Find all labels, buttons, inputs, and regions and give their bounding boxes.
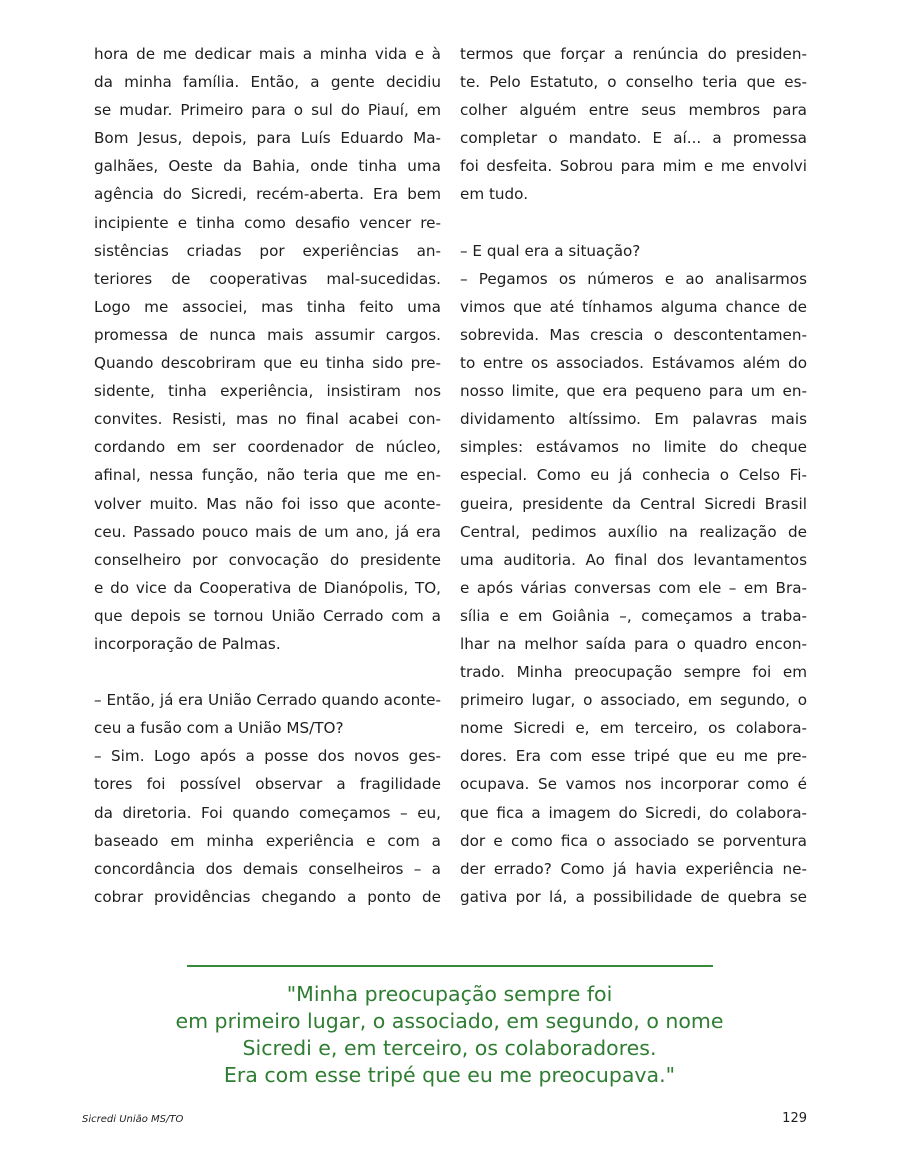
pull-quote-line: Sicredi e, em terceiro, os colaboradores. bbox=[242, 1036, 657, 1060]
text-line: dividamento altíssimo. Em palavras mais bbox=[460, 410, 807, 429]
text-line: teriores de cooperativas mal-sucedidas. bbox=[94, 269, 441, 288]
text-line: sília e em Goiânia –, começamos a traba- bbox=[460, 606, 807, 625]
text-line: Bom Jesus, depois, para Luís Eduardo Ma- bbox=[94, 129, 441, 148]
text-line: Central, pedimos auxílio na realização de bbox=[460, 522, 807, 541]
text-line: lhar na melhor saída para o quadro encon- bbox=[460, 634, 807, 653]
text-line: volver muito. Mas não foi isso que aconte- bbox=[94, 494, 441, 513]
text-line: te. Pelo Estatuto, o conselho teria que es- bbox=[460, 73, 807, 92]
text-line: nosso limite, que era pequeno para um en- bbox=[460, 382, 807, 401]
right-answer bbox=[460, 265, 807, 911]
text-line: sobrevida. Mas crescia o descontentamen- bbox=[460, 325, 807, 344]
text-line: convites. Resisti, mas no final acabei con- bbox=[94, 410, 441, 429]
text-line: uma auditoria. Ao final dos levantamentos bbox=[460, 550, 807, 569]
text-line: tores foi possível observar a fragilidade bbox=[94, 775, 441, 794]
text-line: especial. Como eu já conhecia o Celso Fi- bbox=[460, 466, 807, 485]
text-line: foi desfeita. Sobrou para mim e me envolvi bbox=[460, 157, 807, 176]
text-line: – Então, já era União Cerrado quando aconte- bbox=[94, 691, 441, 710]
text-line: afinal, nessa função, não teria que me en- bbox=[94, 466, 441, 485]
text-line: gueira, presidente da Central Sicredi Brasil bbox=[460, 494, 807, 513]
text-line: ceu. Passado pouco mais de um ano, já era bbox=[94, 522, 441, 541]
text-line: to entre os associados. Estávamos além do bbox=[460, 354, 807, 373]
pull-quote-line: "Minha preocupação sempre foi bbox=[286, 982, 613, 1006]
pull-quote-divider bbox=[187, 965, 713, 967]
text-line: nome Sicredi e, em terceiro, os colabora- bbox=[460, 719, 807, 738]
text-line: termos que forçar a renúncia do presiden- bbox=[460, 45, 807, 63]
paragraph-gap bbox=[94, 658, 441, 686]
left-question bbox=[94, 686, 441, 742]
text-line: colher alguém entre seus membros para bbox=[460, 101, 807, 120]
text-line: simples: estávamos no limite do cheque bbox=[460, 438, 807, 457]
text-line: – E qual era a situação? bbox=[460, 241, 641, 260]
text-line: Quando descobriram que eu tinha sido pre- bbox=[94, 354, 441, 373]
pull-quote bbox=[100, 981, 799, 1089]
paragraph-gap bbox=[460, 209, 807, 237]
right-column bbox=[460, 40, 807, 911]
text-line: – Sim. Logo após a posse dos novos ges- bbox=[94, 747, 441, 766]
text-line: incorporação de Palmas. bbox=[94, 634, 281, 653]
text-line: completar o mandato. E aí... a promessa bbox=[460, 129, 807, 148]
left-answer bbox=[94, 742, 441, 911]
page-number: 129 bbox=[782, 1111, 807, 1126]
text-line: sidente, tinha experiência, insistiram nos bbox=[94, 382, 441, 401]
text-line: cordando em ser coordenador de núcleo, bbox=[94, 438, 441, 457]
right-question bbox=[460, 237, 807, 265]
text-line: promessa de nunca mais assumir cargos. bbox=[94, 325, 441, 344]
text-line: hora de me dedicar mais a minha vida e à bbox=[94, 45, 441, 63]
left-paragraph-1 bbox=[94, 40, 441, 658]
text-line: dores. Era com esse tripé que eu me pre- bbox=[460, 747, 807, 766]
text-line: vimos que até tínhamos alguma chance de bbox=[460, 297, 807, 316]
text-line: – Pegamos os números e ao analisarmos bbox=[460, 269, 807, 288]
text-line: trado. Minha preocupação sempre foi em bbox=[460, 663, 807, 682]
text-line: dor e como fica o associado se porventura bbox=[460, 831, 807, 850]
pull-quote-line: Era com esse tripé que eu me preocupava." bbox=[223, 1063, 676, 1087]
text-line: conselheiro por convocação do presidente bbox=[94, 550, 441, 569]
text-line: galhães, Oeste da Bahia, onde tinha uma bbox=[94, 157, 441, 176]
text-line: e do vice da Cooperativa de Dianópolis, TO, bbox=[94, 578, 441, 597]
text-line: da diretoria. Foi quando começamos – eu, bbox=[94, 803, 441, 822]
left-column bbox=[94, 40, 441, 911]
text-line: ocupava. Se vamos nos incorporar como é bbox=[460, 775, 807, 794]
text-line: que depois se tornou União Cerrado com a bbox=[94, 606, 441, 625]
text-line: que fica a imagem do Sicredi, do colabora- bbox=[460, 803, 807, 822]
text-line: da minha família. Então, a gente decidiu bbox=[94, 73, 441, 92]
text-line: baseado em minha experiência e com a bbox=[94, 831, 441, 850]
text-line: gativa por lá, a possibilidade de quebra se bbox=[460, 887, 807, 906]
text-line: cobrar providências chegando a ponto de bbox=[94, 887, 441, 906]
text-line: sistências criadas por experiências an- bbox=[94, 241, 441, 260]
text-line: primeiro lugar, o associado, em segundo, o bbox=[460, 691, 807, 710]
text-line: concordância dos demais conselheiros – a bbox=[94, 859, 441, 878]
text-line: Logo me associei, mas tinha feito uma bbox=[94, 297, 441, 316]
text-line: e após várias conversas com ele – em Bra- bbox=[460, 578, 807, 597]
text-line: der errado? Como já havia experiência ne- bbox=[460, 859, 807, 878]
text-line: agência do Sicredi, recém-aberta. Era bem bbox=[94, 185, 441, 204]
text-line: incipiente e tinha como desafio vencer re- bbox=[94, 213, 441, 232]
text-line: ceu a fusão com a União MS/TO? bbox=[94, 719, 344, 738]
right-paragraph-1 bbox=[460, 40, 807, 209]
pull-quote-line: em primeiro lugar, o associado, em segundo, o nome bbox=[175, 1009, 724, 1033]
text-line: se mudar. Primeiro para o sul do Piauí, em bbox=[94, 101, 441, 120]
text-line: em tudo. bbox=[460, 185, 529, 204]
footer-publication: Sicredi União MS/TO bbox=[82, 1114, 184, 1125]
